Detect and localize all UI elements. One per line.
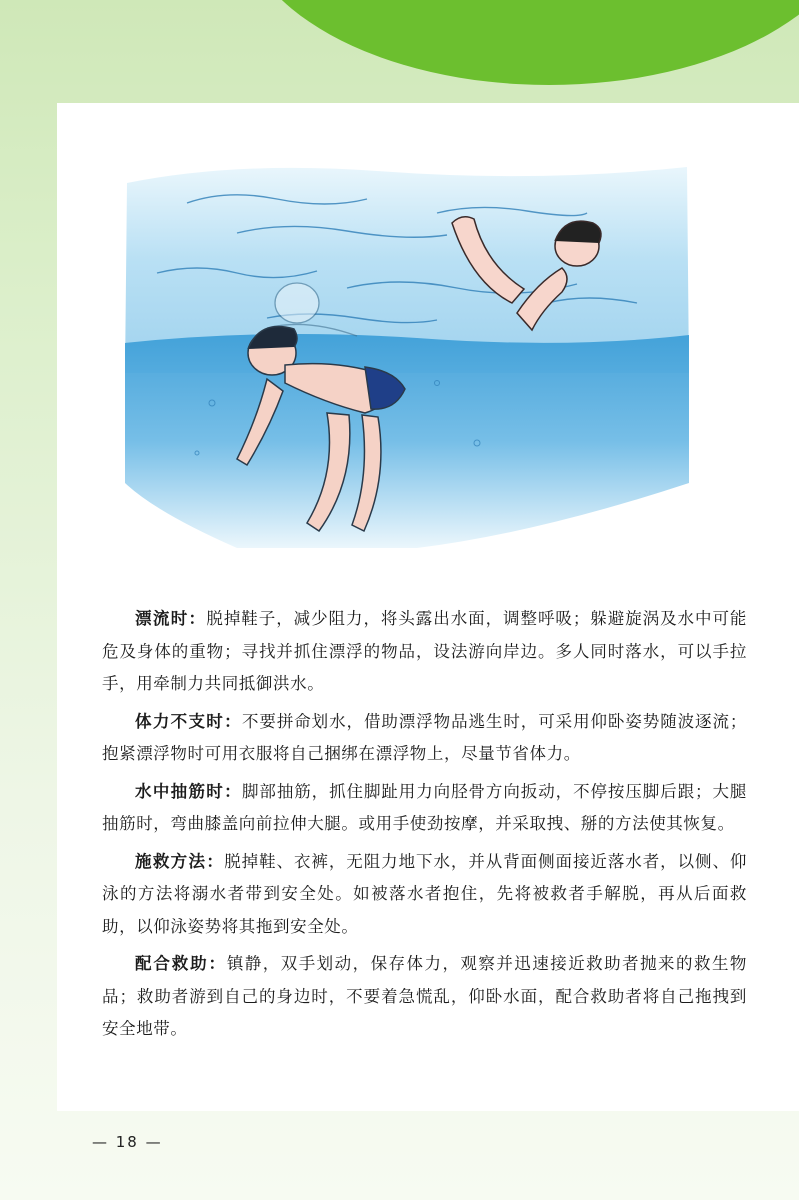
paragraph-text: 脚部抽筋，抓住脚趾用力向胫骨方向扳动，不停按压脚后跟；大腿抽筋时，弯曲膝盖向前拉伸大腿。或用手使劲按摩，并采取拽、掰的方法使其恢复。 xyxy=(102,781,748,833)
body-text xyxy=(102,603,747,1046)
paragraph-cramp xyxy=(102,776,747,841)
paragraph-drifting xyxy=(102,603,747,701)
decorative-green-arc xyxy=(239,0,799,85)
page-number: — 18 — xyxy=(92,1133,163,1151)
paragraph-exhausted xyxy=(102,706,747,771)
paragraph-text: 脱掉鞋子，减少阻力，将头露出水面，调整呼吸；躲避旋涡及水中可能危及身体的重物；寻找并抓住漂浮的物品，设法游向岸边。多人同时落水，可以手拉手，用牵制力共同抵御洪水。 xyxy=(102,609,747,693)
paragraph-heading: 漂流时： xyxy=(135,609,207,628)
paragraph-rescue-method xyxy=(102,846,747,944)
paragraph-text: 脱掉鞋、衣裤，无阻力地下水，并从背面侧面接近落水者，以侧、仰泳的方法将溺水者带到安全处。如被落水者抱住，先将被救者手解脱，再从后面救助，以仰泳姿势将其拖到安全处。 xyxy=(102,851,748,936)
paragraph-heading: 配合救助： xyxy=(135,954,227,973)
paragraph-text: 镇静，双手划动，保存体力，观察并迅速接近救助者抛来的救生物品；救助者游到自己的身边时，不要着急慌乱，仰卧水面，配合救助者将自己拖拽到安全地带。 xyxy=(102,954,748,1038)
drowning-safety-illustration xyxy=(117,153,699,553)
paragraph-heading: 水中抽筋时： xyxy=(135,781,242,801)
paragraph-heading: 体力不支时： xyxy=(135,711,242,731)
paragraph-heading: 施救方法： xyxy=(135,851,225,871)
paragraph-text: 不要拼命划水，借助漂浮物品逃生时，可采用仰卧姿势随波逐流；抱紧漂浮物时可用衣服将自己捆绑在漂浮物上，尽量节省体力。 xyxy=(102,711,748,763)
page-content xyxy=(57,103,799,1111)
paragraph-cooperate xyxy=(102,948,747,1046)
